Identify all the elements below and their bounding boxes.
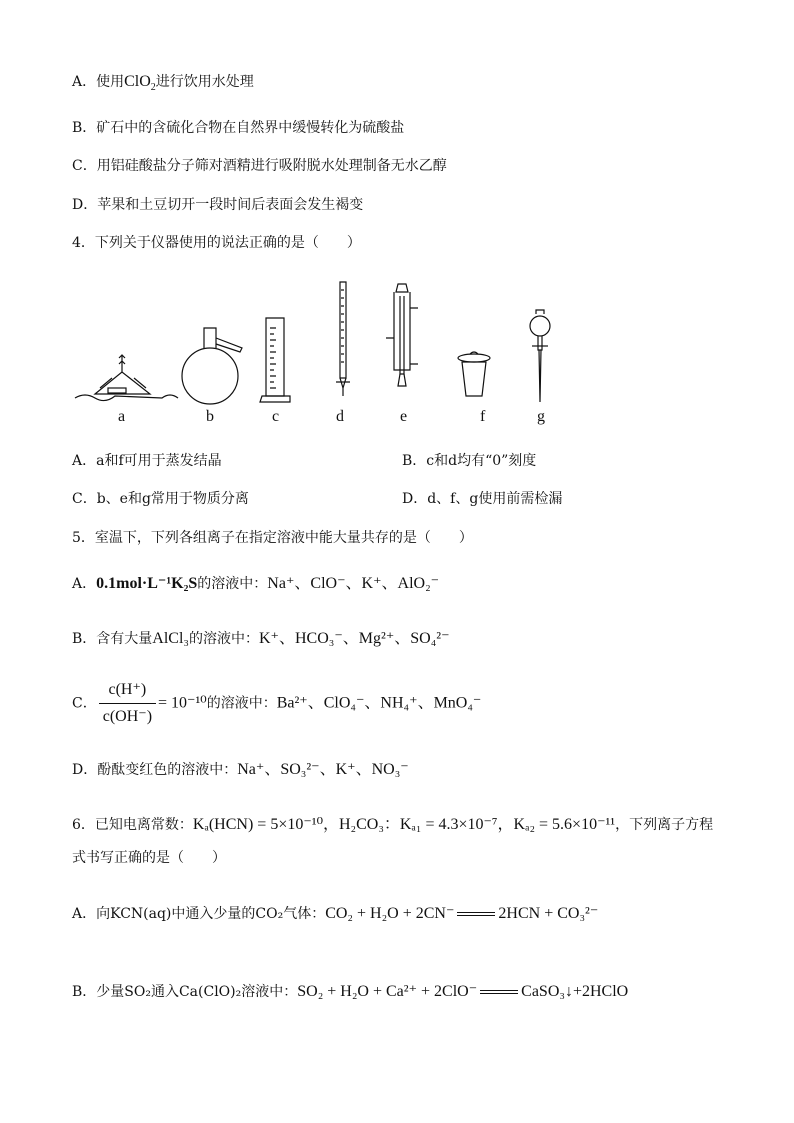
apparatus-f-crucible (458, 352, 490, 396)
q5-option-a-ions: Na⁺、ClO⁻、K⁺、AlO₂⁻ (267, 575, 440, 592)
apparatus-label-e: e (400, 408, 408, 425)
apparatus-label-g: g (537, 408, 545, 425)
q4-option-b: B．c和d均有“0”刻度 (402, 453, 537, 469)
q3-option-a-formula: ClO$_2$ (124, 73, 156, 94)
q3-option-d: D．苹果和土豆切开一段时间后表面会发生褐变 (72, 197, 364, 213)
q3-option-c: C．用铝硅酸盐分子筛对酒精进行吸附脱水处理制备无水乙醇 (72, 158, 447, 174)
q5-stem: 5．室温下，下列各组离子在指定溶液中能大量共存的是（ ） (72, 530, 473, 546)
q3-option-a: A．使用ClO$_2$进行饮用水处理 (72, 73, 254, 94)
apparatus-d-burette (336, 282, 350, 396)
q6-option-a: A．向KCN(aq)中通入少量的CO₂气体：CO₂ + H₂O + 2CN⁻ 2HCN + CO₃²⁻ (72, 905, 599, 922)
apparatus-b-distilling-flask (182, 328, 242, 404)
apparatus-label-f: f (480, 408, 486, 425)
apparatus-a-clay-triangle (75, 355, 178, 401)
apparatus-label-d: d (336, 408, 344, 425)
q5-option-d: D．酚酞变红色的溶液中：Na⁺、SO₃²⁻、K⁺、NO₃⁻ (72, 761, 409, 778)
q4-apparatus-figure (70, 278, 570, 408)
q4-option-c: C．b、e和g常用于物质分离 (72, 491, 249, 507)
q4-option-a: A．a和f可用于蒸发结晶 (72, 453, 222, 469)
apparatus-label-c: c (272, 408, 280, 425)
q5-option-c: C． $\frac{c(H^+)}{c(OH^-)}$ = 10⁻¹⁰的溶液中：Ba²⁺、ClO₄⁻、NH₄⁺、MnO₄⁻ (72, 678, 481, 729)
q5-option-d-ions: Na⁺、SO₃²⁻、K⁺、NO₃⁻ (237, 761, 409, 778)
q5-option-c-fraction: $\frac{c(H^+)}{c(OH^-)}$ (99, 678, 156, 729)
apparatus-c-graduated-cylinder (260, 318, 290, 402)
q5-option-b-condition: AlCl₃ (152, 630, 189, 647)
q5-option-a-condition: 0.1mol·L⁻¹K₂S (96, 575, 198, 592)
q4-stem: 4．下列关于仪器使用的说法正确的是（ ） (72, 235, 361, 251)
equals-arrow (480, 990, 518, 994)
equals-arrow (457, 912, 495, 916)
q5-option-a: A．0.1mol·L⁻¹K₂S的溶液中：Na⁺、ClO⁻、K⁺、AlO₂⁻ (72, 575, 440, 592)
q4-option-d: D．d、f、g使用前需检漏 (402, 491, 563, 507)
apparatus-g-separatory-funnel (530, 310, 550, 402)
apparatus-e-condenser (386, 284, 418, 386)
q6-option-b: B．少量SO₂通入Ca(ClO)₂溶液中：SO₂ + H₂O + Ca²⁺ + 2ClO⁻ CaSO₃↓+2HClO (72, 983, 629, 1000)
q3-option-b: B．矿石中的含硫化合物在自然界中缓慢转化为硫酸盐 (72, 120, 405, 136)
apparatus-label-a: a (118, 408, 126, 425)
q6-stem-line2: 式书写正确的是（ ） (72, 850, 226, 866)
apparatus-label-b: b (206, 408, 214, 425)
q5-option-b: B．含有大量AlCl₃的溶液中：K⁺、HCO₃⁻、Mg²⁺、SO₄²⁻ (72, 630, 450, 647)
q6-stem-line1: 6．已知电离常数：Kₐ(HCN) = 5×10⁻¹⁰，H₂CO₃：Kₐ₁ = 4.3×10⁻⁷，Kₐ₂ = 5.6×10⁻¹¹，下列离子方程 (72, 816, 714, 833)
q6-constants: Kₐ(HCN) = 5×10⁻¹⁰，H₂CO₃：Kₐ₁ = 4.3×10⁻⁷，Kₐ₂ = 5.6×10⁻¹¹ (192, 816, 616, 833)
q5-option-b-ions: K⁺、HCO₃⁻、Mg²⁺、SO₄²⁻ (259, 630, 450, 647)
q5-option-c-ions: Ba²⁺、ClO₄⁻、NH₄⁺、MnO₄⁻ (276, 694, 482, 712)
